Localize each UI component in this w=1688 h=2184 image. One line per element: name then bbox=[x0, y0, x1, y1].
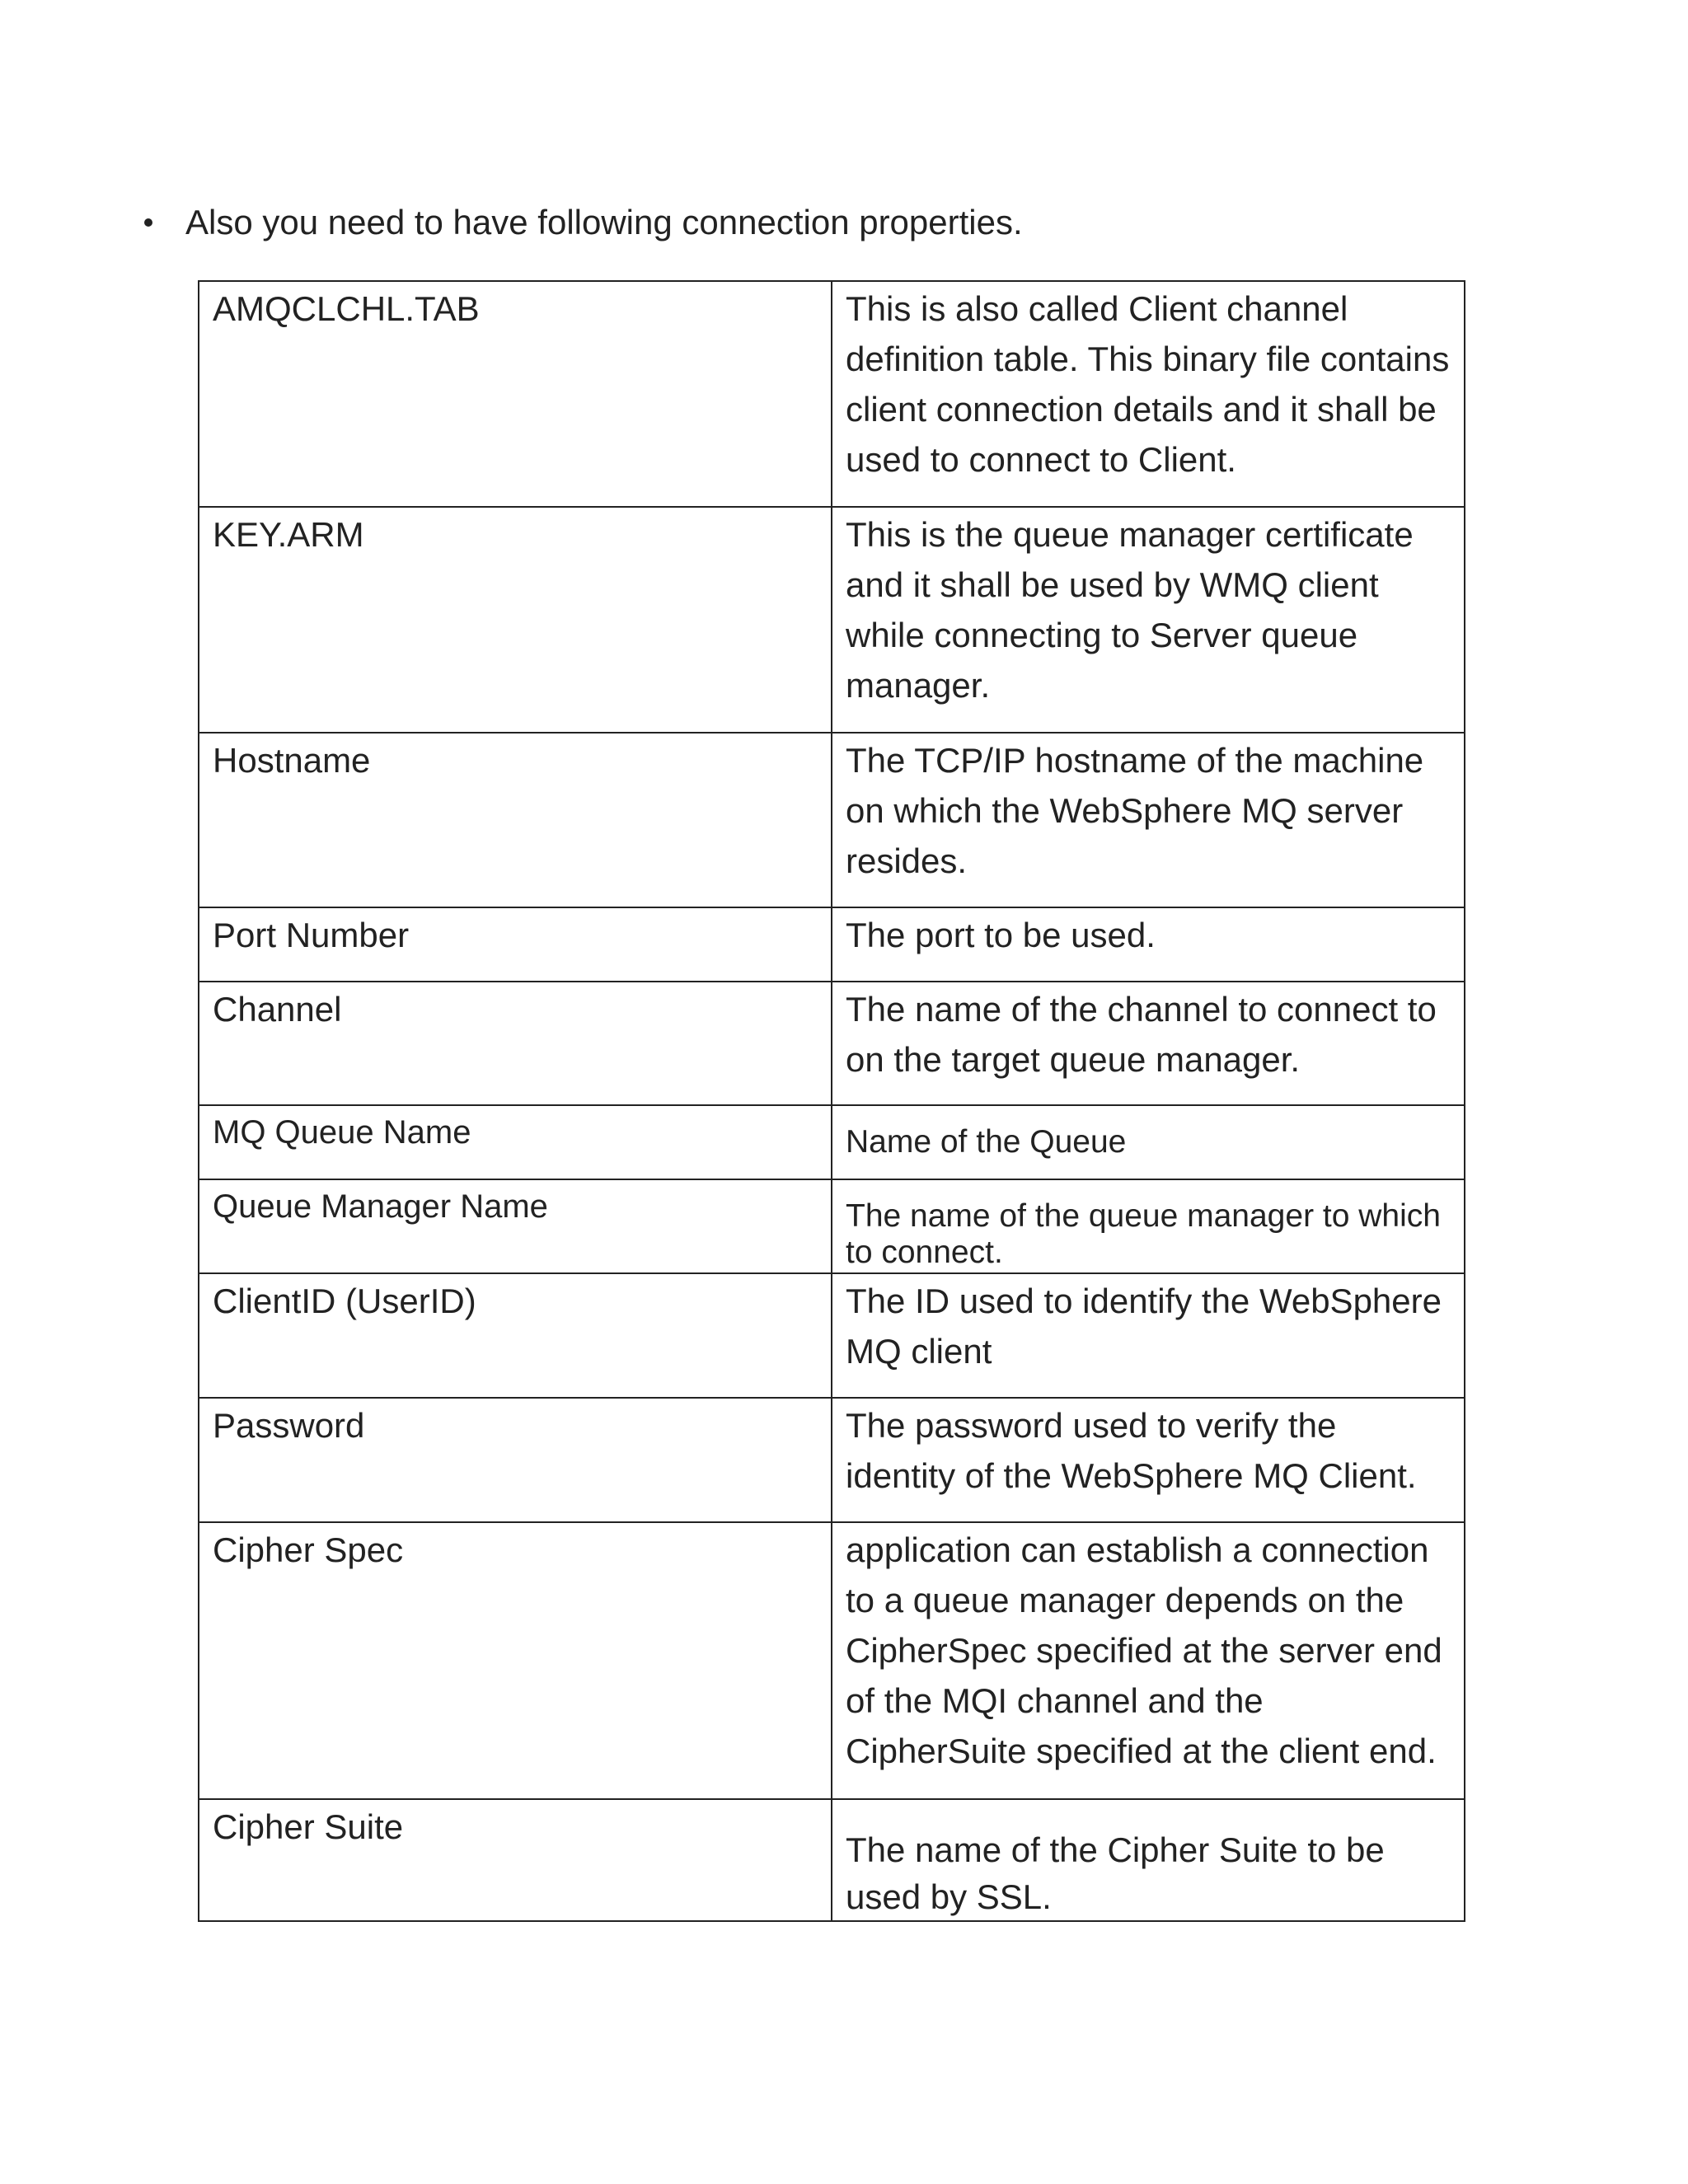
property-name: MQ Queue Name bbox=[199, 1105, 832, 1179]
property-name: AMQCLCHL.TAB bbox=[199, 281, 832, 507]
table-row bbox=[199, 907, 1465, 982]
property-name: Cipher Spec bbox=[199, 1522, 832, 1799]
table-row bbox=[199, 507, 1465, 733]
property-description: application can establish a connection to a queue manager depends on the CipherSpec specified at the server end of the MQI channel and the CipherSuite specified at the client end. bbox=[832, 1522, 1465, 1799]
property-description: The TCP/IP hostname of the machine on which the WebSphere MQ server resides. bbox=[832, 733, 1465, 907]
intro-text: Also you need to have following connection properties. bbox=[185, 203, 1023, 241]
table-row bbox=[199, 1179, 1465, 1273]
table-row bbox=[199, 281, 1465, 507]
property-name: Password bbox=[199, 1398, 832, 1522]
table-row bbox=[199, 1799, 1465, 1921]
property-description: The name of the Cipher Suite to be used by SSL. bbox=[832, 1799, 1465, 1921]
property-name: Channel bbox=[199, 982, 832, 1105]
table-row bbox=[199, 982, 1465, 1105]
intro-bullet bbox=[144, 191, 1023, 254]
property-description: This is the queue manager certificate and it shall be used by WMQ client while connecting to Server queue manager. bbox=[832, 507, 1465, 733]
property-description: The name of the channel to connect to on the target queue manager. bbox=[832, 982, 1465, 1105]
property-description: The name of the queue manager to which to connect. bbox=[832, 1179, 1465, 1273]
property-description: This is also called Client channel definition table. This binary file contains client connection details and it shall be used to connect to Client. bbox=[832, 281, 1465, 507]
connection-properties-table bbox=[198, 280, 1465, 1922]
property-name: Queue Manager Name bbox=[199, 1179, 832, 1273]
property-description: The port to be used. bbox=[832, 907, 1465, 982]
property-description: Name of the Queue bbox=[832, 1105, 1465, 1179]
property-description: The ID used to identify the WebSphere MQ client bbox=[832, 1273, 1465, 1398]
table-row bbox=[199, 1105, 1465, 1179]
property-name: Port Number bbox=[199, 907, 832, 982]
table-row bbox=[199, 1522, 1465, 1799]
table-row bbox=[199, 1398, 1465, 1522]
bullet-icon bbox=[144, 218, 152, 227]
property-description: The password used to verify the identity of the WebSphere MQ Client. bbox=[832, 1398, 1465, 1522]
property-name: ClientID (UserID) bbox=[199, 1273, 832, 1398]
table-row bbox=[199, 733, 1465, 907]
property-name: KEY.ARM bbox=[199, 507, 832, 733]
property-name: Cipher Suite bbox=[199, 1799, 832, 1921]
table-row bbox=[199, 1273, 1465, 1398]
property-name: Hostname bbox=[199, 733, 832, 907]
